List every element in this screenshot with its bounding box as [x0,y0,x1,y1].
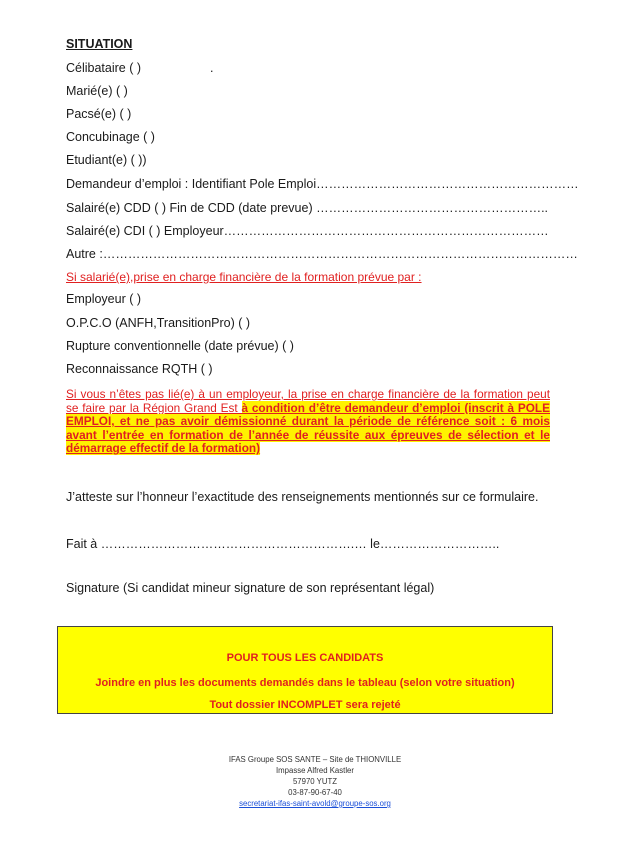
financing-note-plain: Si vous n’êtes pas lié(e) à un employeur, la prise en charge financière de la formation peut se faire par la Région Grand Est [66,387,550,415]
place-date-line: Fait à …………………………………………………….… le……………………….. [66,537,500,551]
attestation-statement: J’atteste sur l’honneur l’exactitude des renseignements mentionnés sur ce formulaire. [66,490,539,504]
option-autre: Autre :…………………………………………………………………………………………………… [66,247,578,261]
option-marie: Marié(e) ( ) [66,84,128,98]
option-salarie-cdi: Salairé(e) CDI ( ) Employeur…………………………………………………………………… [66,224,549,238]
financing-rupture: Rupture conventionnelle (date prévue) ( ) [66,339,294,353]
signature-label: Signature (Si candidat mineur signature de son représentant légal) [66,581,435,595]
dot-mark: . [210,61,214,75]
financing-opco: O.P.C.O (ANFH,TransitionPro) ( ) [66,316,251,330]
notice-box [57,626,553,714]
footer-city: 57970 YUTZ [292,777,338,786]
financing-note [66,388,550,456]
option-etudiant: Etudiant(e) ( )) [66,153,147,167]
footer [150,754,480,809]
option-pacse: Pacsé(e) ( ) [66,107,132,121]
footer-phone: 03-87-90-67-40 [288,788,342,797]
footer-street: Impasse Alfred Kastler [275,766,354,775]
footer-email-link[interactable]: secretariat-ifas-saint-avold@groupe-sos.org [239,799,391,808]
financing-employeur: Employeur ( ) [66,292,142,306]
footer-org: IFAS Groupe SOS SANTE – Site de THIONVILLE [228,755,402,764]
notice-line1: Joindre en plus les documents demandés dans le tableau (selon votre situation) [95,677,515,689]
financing-heading: Si salarié(e),prise en charge financière de la formation prévue par : [66,270,422,284]
notice-title: POUR TOUS LES CANDIDATS [226,652,384,664]
notice-line2: Tout dossier INCOMPLET sera rejeté [209,699,401,711]
option-salarie-cdd: Salairé(e) CDD ( ) Fin de CDD (date prevue) ……………………………………………….. [66,201,549,215]
option-concubinage: Concubinage ( ) [66,130,155,144]
financing-note-condition: à condition d’être demandeur d’emploi (inscrit à POLE EMPLOI, et ne pas avoir démissionné durant la période de référence soit : 6 mois avant l’entrée en formation de l’année de réussite aux épreuves de sélection et le démarrage effectif de la formation) [66,400,550,456]
financing-rqth: Reconnaissance RQTH ( ) [66,362,213,376]
situation-title: SITUATION [66,37,133,51]
option-demandeur-emploi: Demandeur d’emploi : Identifiant Pole Emploi……………………………………………………… [66,177,579,191]
option-celibataire: Célibataire ( ) [66,61,142,75]
